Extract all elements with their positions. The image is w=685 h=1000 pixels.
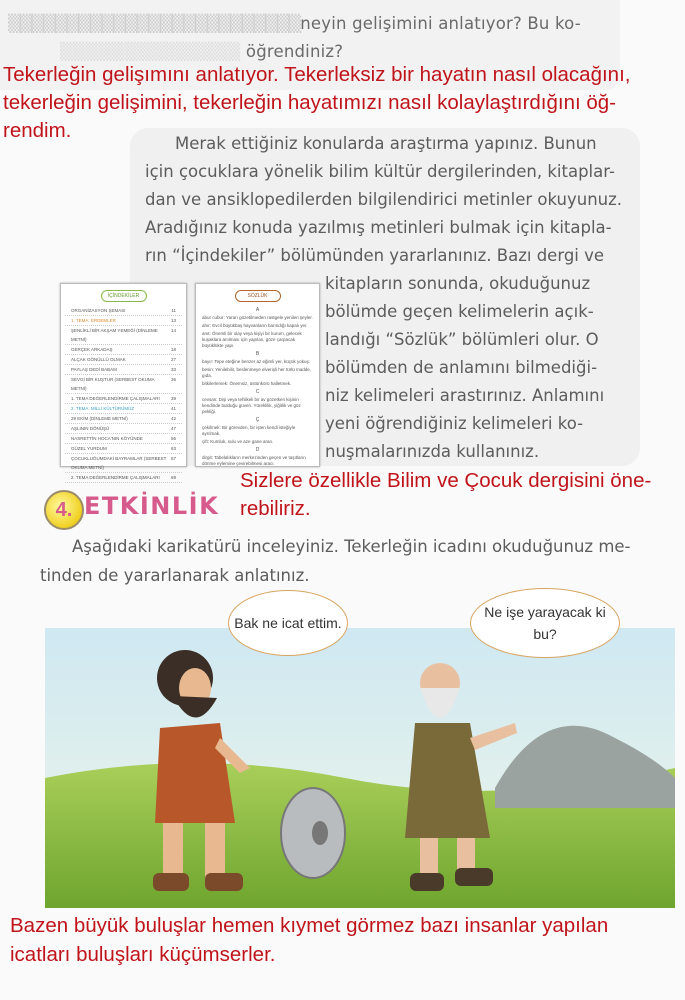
toc-item-page: 11 <box>171 308 176 313</box>
speech-bubble-right: Ne işe yarayacak ki bu? <box>470 588 620 658</box>
glossary-entry: ahır: Evcil büyükbaş hayvanların barındığı kapalı yer. <box>202 323 308 328</box>
toc-item <box>65 444 182 454</box>
toc-item <box>65 375 182 394</box>
answer-1-line-1: Tekerleğin gelişımını anlatıyor. Tekerleksiz bir hayatın nasıl olacağını, <box>3 63 631 86</box>
body-line: landığı “Sözlük” bölümleri olur. O <box>325 330 599 349</box>
toc-item-page: 42 <box>170 416 176 421</box>
toc-item-label: 29 EKİM (DİNLEME METNİ) <box>71 416 128 421</box>
table-of-contents-thumbnail <box>60 283 187 480</box>
toc-item-page: 47 <box>170 426 176 431</box>
body-line: bölümde geçen kelimelerin açık- <box>325 302 594 321</box>
answer-2-line-2: rebiliriz. <box>240 497 311 520</box>
body-line: Merak ettiğiniz konularda araştırma yapınız. Bunun <box>175 134 597 153</box>
toc-item-page: 13 <box>170 318 176 323</box>
toc-item <box>65 326 182 345</box>
glossary-entry: abur cubur: Yararı gözetilmeden rastgele yenilen şeyler. <box>202 315 313 320</box>
answer-1-line-3: rendim. <box>3 119 72 142</box>
body-line: bölümden de anlamını bilmediği- <box>325 358 598 377</box>
toc-item <box>65 434 182 444</box>
body-line: nuşmalarınızda kullanınız. <box>325 442 540 461</box>
toc-item-page: 27 <box>170 357 176 362</box>
toc-item <box>65 394 182 404</box>
glossary-entry: bayır: Tepe eteğine benzer az eğimli yer, küçük yokuş. <box>202 359 310 364</box>
glossary-entry: çift: Kumluk, sulu ve aze gane aran. <box>202 439 274 444</box>
toc-item-label: AŞLININ DÖNÜŞÜ <box>71 426 110 431</box>
toc-item-page: 63 <box>170 446 176 451</box>
glossary-letter: D <box>255 447 260 453</box>
toc-item-label: GÜZEL YURDUM <box>71 446 107 451</box>
glossary-thumbnail <box>195 283 320 467</box>
toc-item <box>65 414 182 424</box>
caveman-cartoon-illustration <box>45 628 675 908</box>
toc-item-page: 41 <box>170 406 176 411</box>
glossary-letter: C <box>255 389 260 395</box>
activity-title: ETKİNLİK <box>84 492 220 520</box>
glossary-entry: besin: Yenilebilir, beslenmeye elverişli her türlü madde, gıda. <box>202 367 312 378</box>
toc-item-label: ÇOCUKLUĞUMDAKİ BAYRAMLAR (SERBEST OKUMA METNİ) <box>71 456 167 470</box>
toc-item-label: 2. TEMA: MİLLİ KÜLTÜRÜMÜZ <box>71 406 135 411</box>
body-line: kitapların sonunda, okuduğunuz <box>325 274 591 293</box>
body-line: rın “İçindekiler” bölümünden yararlanınız. Bazı dergi ve <box>145 246 605 265</box>
body-line: niz kelimeleri arastırınız. Anlamını <box>325 386 605 405</box>
glossary-letter: A <box>255 307 260 313</box>
body-line: için çocuklara yönelik bilim kültür dergilerinden, kitaplar- <box>145 162 615 181</box>
toc-item-page: 39 <box>170 396 176 401</box>
question-line-2: ▒▒▒▒▒▒▒▒▒▒▒▒▒▒ öğrendiniz? <box>60 42 344 61</box>
stone-wheel-icon <box>281 788 345 878</box>
toc-item-page: 33 <box>170 367 176 372</box>
glossary-entry: anıt: Önemli bir olay veya kişiyi bir kurum, gelecek kuşaklara anılması için yapılan, göze çarpacak büyüklükte yapı. <box>202 331 302 348</box>
glossary-letter: Ç <box>255 417 260 423</box>
toc-item-label: 2. TEMA DEĞERLENDİRME ÇALIŞMALARI <box>71 475 160 480</box>
toc-item-label: ALÇAK GÖNÜLLÜ OLMAK <box>71 357 126 362</box>
glossary-entry: çekilmek: Bir görevden, bir işten kendi isteğiyle ayrılmak. <box>202 425 296 436</box>
glossary-heading: SÖZLÜK <box>235 290 281 302</box>
body-line: dan ve ansiklopedilerden bilgilendirici metinler okuyunuz. <box>145 190 623 209</box>
toc-item <box>65 404 182 414</box>
toc-item-label: ORGANİZASYON ŞEMASI <box>71 308 126 313</box>
activity-number-badge: 4. <box>44 490 84 530</box>
toc-item <box>65 365 182 375</box>
toc-item <box>65 316 182 326</box>
answer-1-line-2: tekerleğin gelişimini, tekerleğin hayatımızı nasıl kolaylaştırdığını öğ- <box>3 91 617 114</box>
glossary-entry: bitkilerlemek: Önemsiz, üstünkörü halletmek. <box>202 381 292 386</box>
toc-heading: İÇİNDEKİLER <box>101 290 147 302</box>
body-line: yeni öğrendiğiniz kelimeleri ko- <box>325 414 584 433</box>
toc-item-label: PAYLAŞ DEDİ BABAM <box>71 367 117 372</box>
toc-item <box>65 345 182 355</box>
toc-item-page: 36 <box>170 377 176 382</box>
toc-item-page: 14 <box>170 328 176 333</box>
speech-bubble-left: Bak ne icat ettim. <box>228 590 348 656</box>
toc-item-label: 1. TEMA: ERDEMLER <box>71 318 116 323</box>
answer-3-line-2: icatları buluşları küçümserler. <box>10 943 276 966</box>
activity-instruction-line-1: Aşağıdaki karikatürü inceleyiniz. Tekerleğin icadını okuduğunuz me- <box>72 537 631 556</box>
toc-item-page: 56 <box>170 436 176 441</box>
glossary-entry: cevsan: Dişi veya tehlikeli bir av gözetken kişinin kendinde bulduğu güven. Yüreklilik, yiğitlik ve göz pekliği. <box>202 397 301 414</box>
toc-item <box>65 424 182 434</box>
toc-item-page: 69 <box>170 475 176 480</box>
glossary-entry: dirgit: Tabelalıkların merkezinden geçen ve taşıtların dönme eylemine çevirebilmesi aracı. <box>202 455 306 466</box>
answer-2-line-1: Sizlere özellikle Bilim ve Çocuk dergisini öne- <box>240 469 652 492</box>
toc-item-label: GERÇEK ARKADAŞ <box>71 347 113 352</box>
toc-item-label: NASRETTİN HOCA'NIN KÖYÜNDE <box>71 436 143 441</box>
toc-item-label: 1. TEMA DEĞERLENDİRME ÇALIŞMALARI <box>71 396 160 401</box>
question-line-1: ▒▒▒▒▒▒▒▒▒▒▒▒▒▒▒▒▒▒▒▒▒▒▒▒▒neyin gelişimini anlatıyor? Bu ko- <box>8 14 581 33</box>
toc-item <box>65 473 182 483</box>
answer-3-line-1: Bazen büyük buluşlar hemen kıymet görmez bazı insanlar yapılan <box>10 914 609 937</box>
activity-instruction-line-2: tinden de yararlanarak anlatınız. <box>40 566 310 585</box>
toc-item-page: 67 <box>170 456 176 461</box>
toc-item <box>65 306 182 316</box>
toc-item-label: ŞENLİKLİ BİR AKŞAM YEMEĞİ (DİNLEME METNİ) <box>71 328 158 342</box>
toc-item <box>65 355 182 365</box>
toc-item <box>65 454 182 473</box>
glossary-letter: B <box>255 351 260 357</box>
body-line: Aradığınız konuda yazılmış metinleri bulmak için kitapla- <box>145 218 612 237</box>
toc-item-page: 18 <box>170 347 176 352</box>
toc-item-label: SEVGİ BİR KUŞTUR (SERBEST OKUMA METNİ) <box>71 377 155 391</box>
